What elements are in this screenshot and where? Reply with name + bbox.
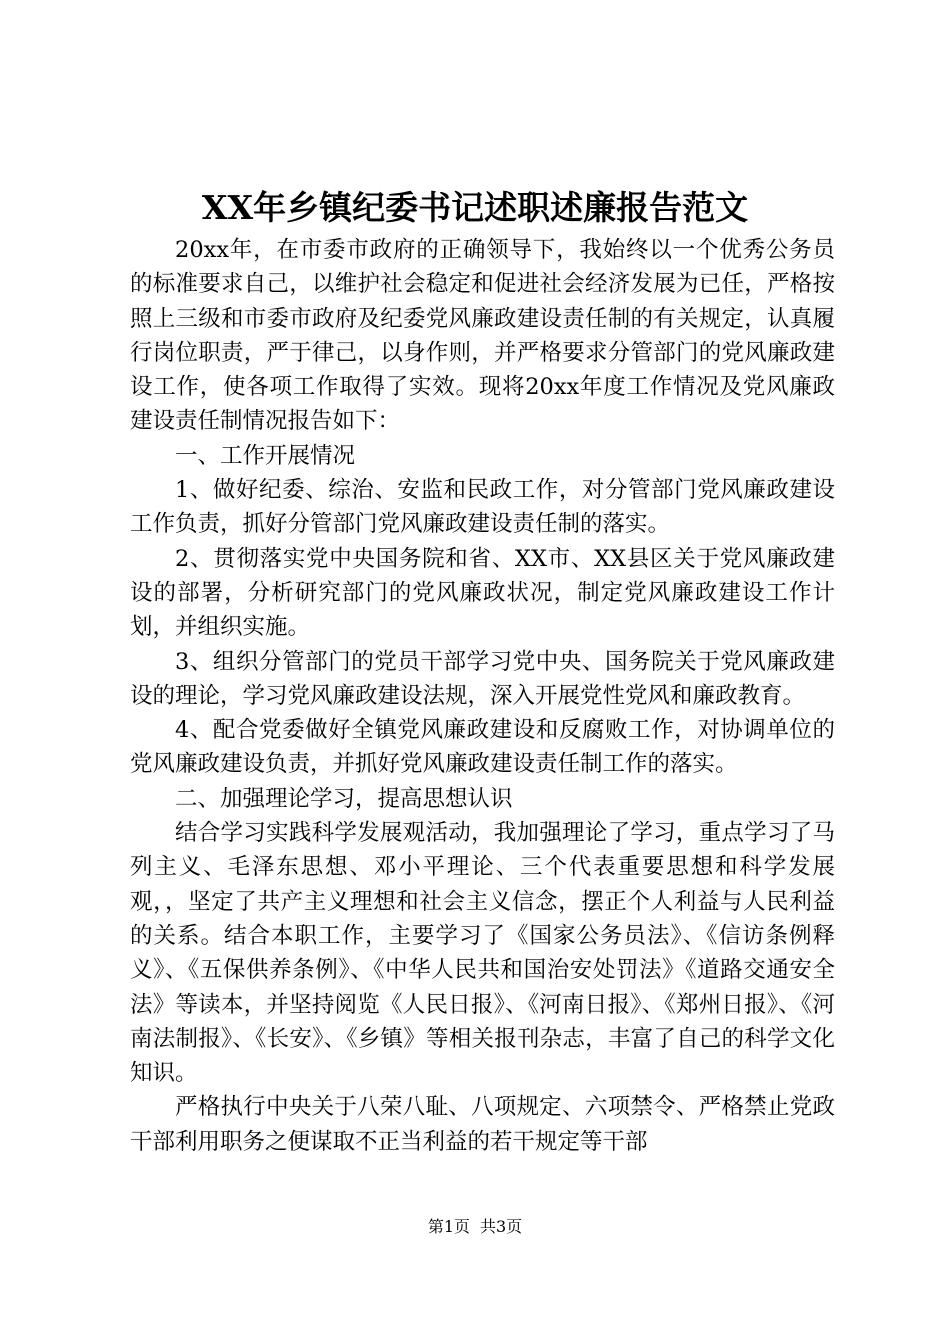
page-footer [0,1216,950,1238]
document-body [130,233,835,1159]
list-item-2: 2、贯彻落实党中央国务院和省、XX市、XX县区关于党风廉政建设的部署，分析研究部门的党风廉政状况，制定党风廉政建设工作计划，并组织实施。 [130,545,835,641]
document-title: XX年乡镇纪委书记述职述廉报告范文 [201,188,749,227]
page-number: 第1页 [427,1217,470,1236]
list-item-4: 4、配合党委做好全镇党风廉政建设和反腐败工作，对协调单位的党风廉政建设负责，并抓好党风廉政建设责任制工作的落实。 [130,717,835,778]
section-heading-1: 一、工作开展情况 [175,442,356,469]
paragraph-intro: 20xx年，在市委市政府的正确领导下，我始终以一个优秀公务员的标准要求自己，以维护社会稳定和促进社会经济发展为已任，严格按照上三级和市委市政府及纪委党风廉政建设责任制的有关规定，认真履行岗位职责，严于律己，以身作则，并严格要求分管部门的党风廉政建设工作，使各项工作取得了实效。现将20xx年度工作情况及党风廉政建设责任制情况报告如下： [130,237,835,435]
paragraph-discipline: 严格执行中央关于八荣八耻、八项规定、六项禁令、严格禁止党政干部利用职务之便谋取不正当利益的若干规定等干部 [130,1094,835,1155]
section-heading-2: 二、加强理论学习，提高思想认识 [175,785,513,812]
list-item-3: 3、组织分管部门的党员干部学习党中央、国务院关于党风廉政建设的理论，学习党风廉政建设法规，深入开展党性党风和廉政教育。 [130,648,835,709]
list-item-1: 1、做好纪委、综治、安监和民政工作，对分管部门党风廉政建设工作负责，抓好分管部门党风廉政建设责任制的落实。 [130,477,835,538]
page-total: 共3页 [480,1217,523,1236]
paragraph-study: 结合学习实践科学发展观活动，我加强理论了学习，重点学习了马列主义、毛泽东思想、邓小平理论、三个代表重要思想和科学发展观，，坚定了共产主义理想和社会主义信念，摆正个人利益与人民利益的关系。结合本职工作，主要学习了《国家公务员法》、《信访条例释义》、《五保供养条例》、《中华人民共和国治安处罚法》《道路交通安全法》等读本，并坚持阅览《人民日报》、《河南日报》、《郑州日报》、《河南法制报》、《长安》、《乡镇》等相关报刊杂志，丰富了自己的科学文化知识。 [130,820,835,1087]
